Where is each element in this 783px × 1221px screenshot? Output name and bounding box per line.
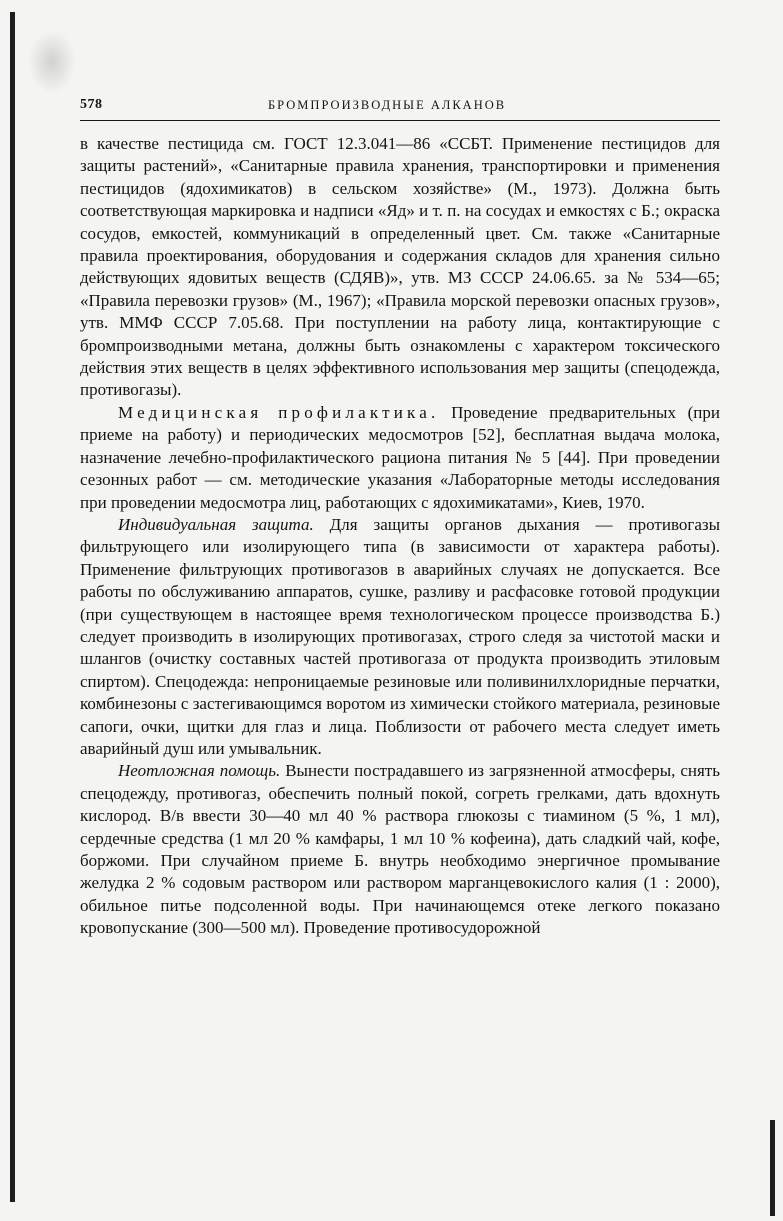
paragraph-text: Вынести пострадавшего из загрязненной атмосферы, снять спецодежду, противогаз, обеспечить полный покой, согреть грелками, дать вдохнуть кислород. В/в ввести 30—40 мл 40 % раствора глюкозы с тиамином (5 %, 1 мл), сердечные средства (1 мл 20 % камфары, 1 мл 10 % кофеина), дать сладкий чай, кофе, боржоми. При случайном приеме Б. внутрь необходимо энергичное промывание желудка 2 % содовым раствором или раствором марганцевокислого калия (1 : 2000), обильное питье подсоленной воды. При начинающемся отеке легкого показано кровопускание (300—500 мл). Проведение противосудорожной <box>80 761 720 938</box>
running-head <box>80 94 720 121</box>
paragraph-personal-protection <box>80 514 720 760</box>
scan-edge-left <box>10 12 15 1202</box>
scan-edge-right <box>770 1120 775 1216</box>
paragraph-heading-first-aid: Неотложная помощь. <box>118 761 281 781</box>
paragraph-heading-personal-protection: Индивидуальная защита. <box>118 514 314 534</box>
section-title: БРОМПРОИЗВОДНЫЕ АЛКАНОВ <box>268 98 507 112</box>
scan-smudge <box>28 30 76 94</box>
book-page <box>80 94 720 940</box>
paragraph-pesticide-regulations <box>80 133 720 402</box>
body-text <box>80 133 720 940</box>
paragraph-heading-medical-prevention: Медицинская профилактика. <box>118 402 440 422</box>
paragraph-medical-prevention <box>80 402 720 514</box>
paragraph-text: Проведение предварительных (при приеме на работу) и периодических медосмотров [52], бесплатная выдача молока, назначение лечебно-профилактического рациона питания № 5 [44]. При проведении сезонных работ — см. методические указания «Лабораторные методы исследования при проведении медосмотра лиц, работающих с ядохимикатами», Киев, 1970. <box>80 402 721 512</box>
paragraph-first-aid <box>80 760 720 939</box>
paragraph-text: в качестве пестицида см. ГОСТ 12.3.041—86 «ССБТ. Применение пестицидов для защиты растений», «Санитарные правила хранения, транспортировки и применения пестицидов (ядохимикатов) в сельском хозяйстве» (М., 1973). Должна быть соответствующая маркировка и надписи «Яд» и т. п. на сосудах и емкостях с Б.; окраска сосудов, емкостей, коммуникаций в определенный цвет. См. также «Санитарные правила проектирования, оборудования и содержания складов для хранения сильно действующих ядовитых веществ (СДЯВ)», утв. МЗ СССР 24.06.65. за № 534—65; «Правила перевозки грузов» (М., 1967); «Правила морской перевозки опасных грузов», утв. ММФ СССР 7.05.68. При поступлении на работу лица, контактирующие с бромпроизводными метана, должны быть ознакомлены с характером токсического действия этих веществ в целях эффективного использования мер защиты (спецодежда, противогазы). <box>80 134 720 400</box>
page-number: 578 <box>80 97 103 112</box>
paragraph-text: Для защиты органов дыхания — противогазы фильтрующего или изолирующего типа (в зависимости от характера работы). Применение фильтрующих противогазов в аварийных случаях не допускается. Все работы по обслуживанию аппаратов, сушке, разливу и расфасовке готовой продукции (при существующем в настоящее время технологическом процессе производства Б.) следует производить в изолирующих противогазах, строго следя за чистотой маски и шлангов (очистку составных частей противогаза от продукта производить этиловым спиртом). Спецодежда: непроницаемые резиновые или поливинилхлоридные перчатки, комбинезоны с застегивающимся воротом из химически стойкого материала, резиновые сапоги, очки, щитки для глаз и лица. Поблизости от рабочего места следует иметь аварийный душ или умывальник. <box>80 514 721 758</box>
